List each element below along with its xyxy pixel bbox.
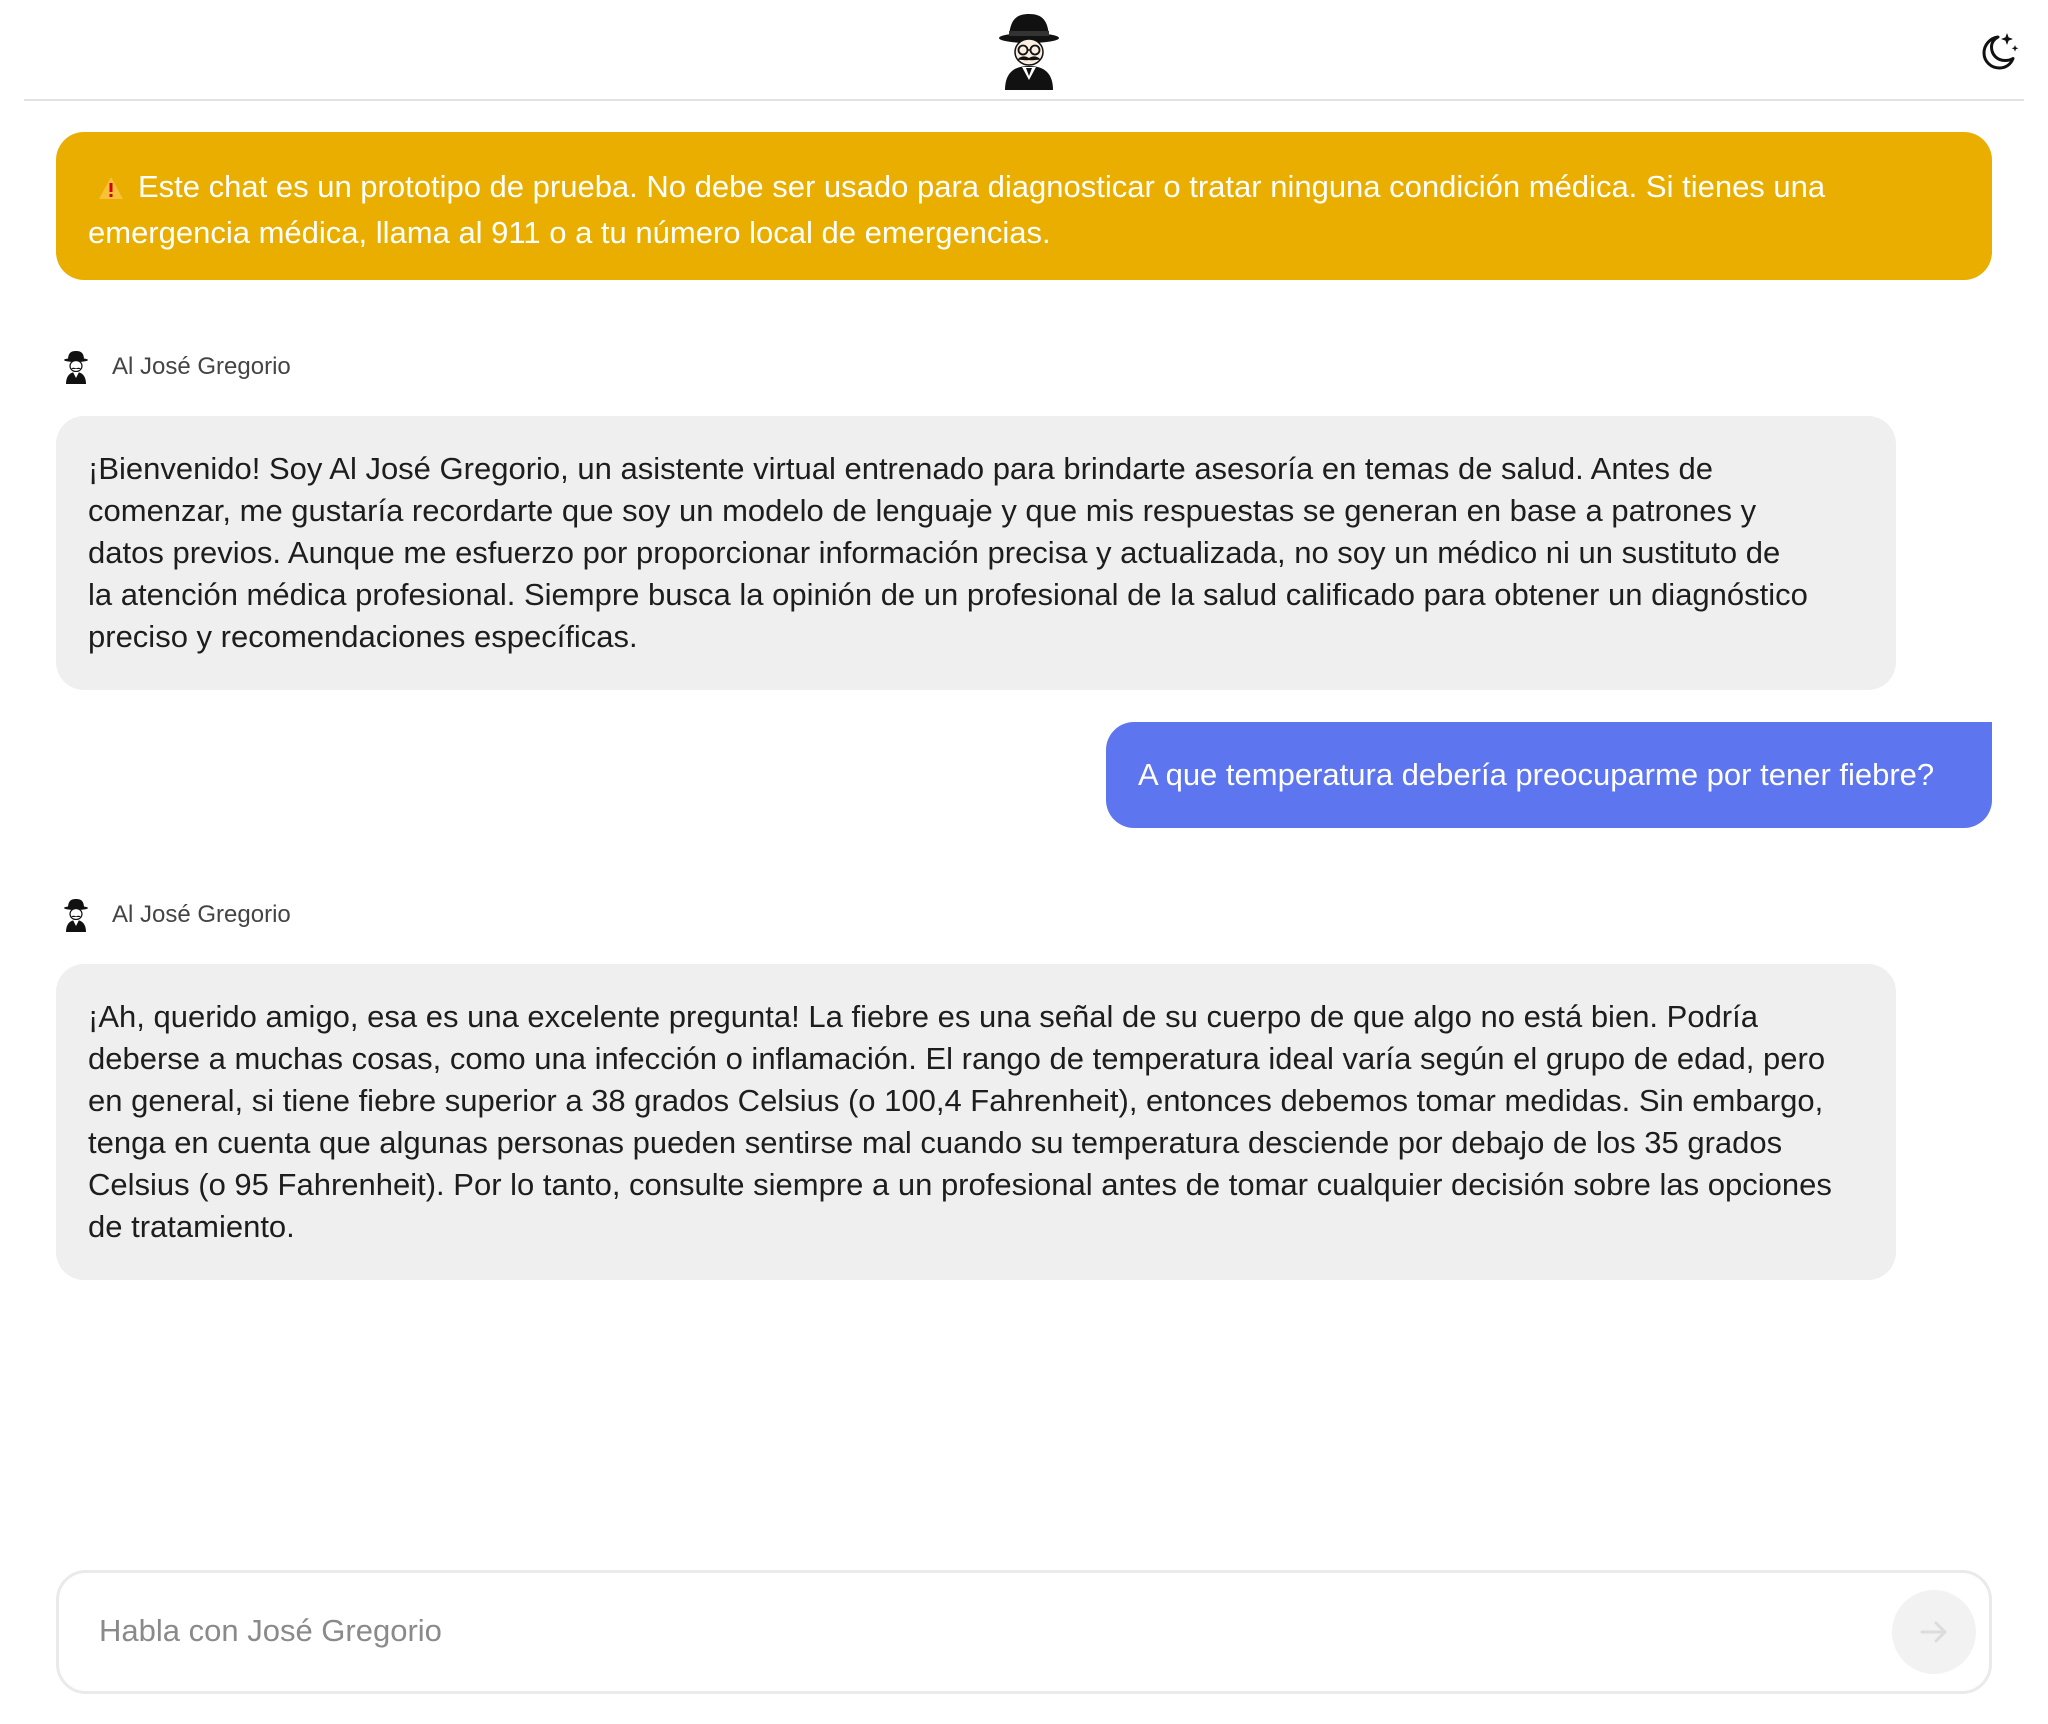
sender-name: Al José Gregorio: [112, 353, 291, 380]
message-line: ¡Bienvenido! Soy Al José Gregorio, un asistente virtual entrenado para brindarte asesoría en temas de salud. Antes de: [88, 451, 1714, 486]
message-line: comenzar, me gustaría recordarte que soy un modelo de lenguaje y que mis respuestas se generan en base a patrones y: [88, 493, 1757, 528]
disclaimer-text: Este chat es un prototipo de prueba. No debe ser usado para diagnosticar o tratar ninguna condición médica. Si tienes una emergencia médica, llama al 911 o a tu número local de emergencias.: [88, 169, 1826, 250]
sender-name: Al José Gregorio: [112, 901, 291, 928]
message-line: de tratamiento.: [88, 1209, 295, 1244]
message-line: tenga en cuenta que algunas personas pueden sentirse mal cuando su temperatura desciende por debajo de los 35 grados: [88, 1125, 1783, 1160]
assistant-message-bubble: [56, 964, 1896, 1280]
message-line: la atención médica profesional. Siempre busca la opinión de un profesional de la salud calificado para obtener un diagnóstico: [88, 577, 1808, 612]
theme-toggle-button[interactable]: [1970, 24, 2026, 80]
message-line: Celsius (o 95 Fahrenheit). Por lo tanto, consulte siempre a un profesional antes de tomar cualquier decisión sobre las opciones: [88, 1167, 1832, 1202]
message-line: ¡Ah, querido amigo, esa es una excelente pregunta! La fiebre es una señal de su cuerpo de que algo no está bien. Podría: [88, 999, 1758, 1034]
send-button[interactable]: [1892, 1590, 1976, 1674]
message-sender: [62, 347, 291, 387]
message-sender: [62, 895, 291, 935]
message-line: deberse a muchas cosas, como una infección o inflamación. El rango de temperatura ideal varía según el grupo de edad, pero: [88, 1041, 1826, 1076]
assistant-avatar-icon: [62, 898, 90, 932]
moon-stars-icon: [1976, 30, 2020, 74]
arrow-right-icon: [1916, 1614, 1952, 1650]
warning-icon: [98, 170, 124, 212]
user-message-bubble: [1106, 722, 1992, 828]
message-line: en general, si tiene fiebre superior a 38 grados Celsius (o 100,4 Fahrenheit), entonces debemos tomar medidas. Sin embargo,: [88, 1083, 1824, 1118]
assistant-avatar-icon: [62, 350, 90, 384]
message-line: preciso y recomendaciones específicas.: [88, 619, 638, 654]
message-line: datos previos. Aunque me esfuerzo por proporcionar información precisa y actualizada, no soy un médico ni un sustituto de: [88, 535, 1781, 570]
chat-input[interactable]: [97, 1601, 1897, 1661]
detective-avatar-icon: [989, 10, 1069, 90]
top-bar: [24, 0, 2024, 101]
disclaimer-banner: [56, 132, 1992, 280]
message-composer: [56, 1570, 1992, 1694]
assistant-message-bubble: [56, 416, 1896, 690]
user-message-text: A que temperatura debería preocuparme por tener fiebre?: [1138, 757, 1935, 792]
